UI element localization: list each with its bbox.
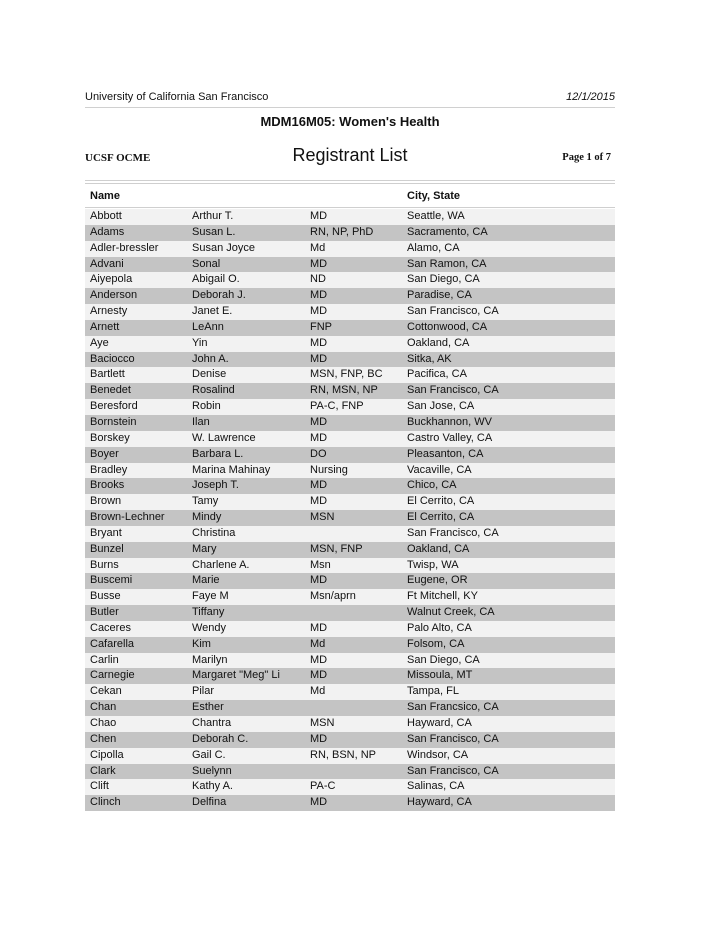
table-row [85,764,615,780]
last-name: Anderson [90,289,138,302]
table-row [85,605,615,621]
last-name: Clark [90,764,116,777]
city-state: El Cerrito, CA [407,495,475,508]
credentials: Nursing [310,463,348,476]
credentials: RN, NP, PhD [310,225,374,238]
table-row [85,383,615,399]
credentials: PA-C, FNP [310,400,364,413]
credentials: MD [310,732,328,745]
first-name: Yin [192,336,208,349]
table-row [85,779,615,795]
city-state: Paradise, CA [407,289,472,302]
first-name: Marie [192,574,220,587]
city-state: Salinas, CA [407,780,465,793]
city-state: Twisp, WA [407,558,459,571]
last-name: Adler-bressler [90,241,159,254]
column-header-city-state: City, State [407,190,460,202]
report-title-row [85,145,615,171]
last-name: Buscemi [90,574,133,587]
credentials: MD [310,669,328,682]
city-state: San Diego, CA [407,273,480,286]
city-state: San Jose, CA [407,400,475,413]
credentials: MSN [310,717,335,729]
last-name: Beresford [90,400,138,413]
last-name: Cipolla [90,748,124,761]
city-state: Pacifica, CA [407,368,467,381]
table-row [85,304,615,320]
city-state: Seattle, WA [407,210,465,222]
credentials: Md [310,241,326,254]
first-name: Marilyn [192,653,228,666]
last-name: Chao [90,717,117,729]
first-name: Charlene A. [192,558,250,571]
first-name: Chantra [192,717,232,729]
first-name: Tamy [192,495,219,508]
credentials: MD [310,336,328,349]
city-state: Hayward, CA [407,796,472,809]
first-name: Marina Mahinay [192,463,271,476]
first-name: Mindy [192,511,222,524]
city-state: Sitka, AK [407,352,452,365]
last-name: Bryant [90,526,122,539]
first-name: Deborah C. [192,732,249,745]
last-name: Carnegie [90,669,135,682]
city-state: Buckhannon, WV [407,415,492,428]
table-row [85,399,615,415]
table-row [85,336,615,352]
header-divider [85,107,615,108]
last-name: Butler [90,606,119,619]
first-name: John A. [192,352,229,365]
title-divider [85,180,615,181]
last-name: Bartlett [90,368,125,381]
city-state: Alamo, CA [407,241,460,254]
first-name: W. Lawrence [192,431,256,444]
table-row [85,668,615,684]
city-state: San Francisco, CA [407,526,499,539]
city-state: Ft Mitchell, KY [407,590,478,603]
credentials: PA-C [310,780,336,793]
column-header-name: Name [90,190,120,202]
first-name: Mary [192,542,217,555]
first-name: Tiffany [192,606,225,619]
credentials: Msn/aprn [310,590,356,603]
table-row [85,447,615,463]
table-row [85,795,615,811]
credentials: Md [310,637,326,650]
first-name: Susan L. [192,225,236,238]
last-name: Caceres [90,621,131,634]
first-name: Deborah J. [192,289,246,302]
first-name: Margaret "Meg" Li [192,669,280,682]
last-name: Aiyepola [90,273,133,286]
credentials: RN, BSN, NP [310,748,377,761]
credentials: ND [310,273,326,286]
first-name: Kim [192,637,211,650]
last-name: Clift [90,780,109,793]
credentials: MD [310,257,328,270]
first-name: Sonal [192,257,221,270]
city-state: Eugene, OR [407,574,468,587]
last-name: Busse [90,590,121,603]
table-row [85,684,615,700]
city-state: Walnut Creek, CA [407,606,495,619]
last-name: Benedet [90,384,131,397]
table-row [85,716,615,732]
first-name: Wendy [192,621,227,634]
report-title: Registrant List [292,145,408,165]
table-row [85,478,615,494]
table-row [85,225,615,241]
table-row [85,257,615,273]
table-row [85,352,615,368]
city-state: Hayward, CA [407,717,472,729]
table-row [85,272,615,288]
course-title: MDM16M05: Women's Health [260,114,440,129]
city-state: San Diego, CA [407,653,480,666]
table-row [85,542,615,558]
org-name: UCSF OCME [85,152,151,164]
first-name: Joseph T. [192,479,239,492]
city-state: Folsom, CA [407,637,465,650]
credentials: MD [310,796,328,809]
credentials: MSN, FNP [310,542,363,555]
city-state: Vacaville, CA [407,463,472,476]
city-state: Missoula, MT [407,669,473,682]
table-row [85,209,615,225]
page-number: Page 1 of 7 [562,152,611,163]
title-divider-2 [85,183,615,184]
city-state: Cottonwood, CA [407,320,488,333]
last-name: Burns [90,558,119,571]
column-header-divider [85,207,615,208]
table-row [85,621,615,637]
last-name: Cafarella [90,637,135,650]
city-state: Tampa, FL [407,685,459,698]
table-row [85,637,615,653]
city-state: Windsor, CA [407,748,469,761]
first-name: Suelynn [192,764,232,777]
table-row [85,748,615,764]
table-row [85,526,615,542]
credentials: MD [310,574,328,587]
first-name: Robin [192,400,221,413]
column-headers [85,190,615,204]
credentials: MD [310,352,328,365]
table-row [85,431,615,447]
report-date: 12/1/2015 [566,91,615,103]
first-name: Christina [192,526,236,539]
last-name: Carlin [90,653,119,666]
first-name: Barbara L. [192,447,244,460]
table-row [85,320,615,336]
city-state: El Cerrito, CA [407,511,475,524]
first-name: Esther [192,701,224,714]
city-state: Oakland, CA [407,336,470,349]
credentials: Msn [310,558,331,571]
credentials: RN, MSN, NP [310,384,378,397]
credentials: DO [310,447,327,460]
table-row [85,494,615,510]
credentials: FNP [310,320,332,333]
table-row [85,463,615,479]
last-name: Bradley [90,463,128,476]
credentials: Md [310,685,326,698]
credentials: MD [310,305,328,318]
last-name: Borskey [90,431,130,444]
table-row [85,589,615,605]
table-row [85,653,615,669]
institution-name: University of California San Francisco [85,91,269,103]
last-name: Adams [90,225,125,238]
first-name: Delfina [192,796,227,809]
last-name: Cekan [90,685,122,698]
last-name: Boyer [90,447,119,460]
table-row [85,573,615,589]
last-name: Advani [90,257,124,270]
last-name: Brooks [90,479,125,492]
table-row [85,241,615,257]
table-row [85,288,615,304]
first-name: Rosalind [192,384,235,397]
table-row [85,415,615,431]
first-name: Kathy A. [192,780,233,793]
table-row [85,700,615,716]
city-state: Chico, CA [407,479,457,492]
city-state: Castro Valley, CA [407,431,493,444]
table-row [85,732,615,748]
credentials: MD [310,479,328,492]
first-name: Denise [192,368,227,381]
last-name: Baciocco [90,352,135,365]
first-name: Faye M [192,590,229,603]
last-name: Clinch [90,796,121,809]
credentials: MSN [310,511,335,524]
credentials: MD [310,653,328,666]
last-name: Bunzel [90,542,124,555]
last-name: Brown [90,495,122,508]
last-name: Arnett [90,320,120,333]
credentials: MD [310,415,328,428]
credentials: MSN, FNP, BC [310,368,383,381]
city-state: Oakland, CA [407,542,470,555]
city-state: San Francsico, CA [407,701,499,714]
table-row [85,367,615,383]
city-state: Pleasanton, CA [407,447,484,460]
first-name: Janet E. [192,305,233,318]
city-state: San Francisco, CA [407,305,499,318]
first-name: Pilar [192,685,215,698]
last-name: Abbott [90,210,122,222]
first-name: Susan Joyce [192,241,255,254]
first-name: LeAnn [192,320,224,333]
credentials: MD [310,289,328,302]
first-name: Arthur T. [192,210,234,222]
city-state: San Francisco, CA [407,732,499,745]
first-name: Ilan [192,415,210,428]
registrant-table [85,209,615,811]
first-name: Gail C. [192,748,226,761]
last-name: Chen [90,732,117,745]
city-state: San Ramon, CA [407,257,487,270]
credentials: MD [310,495,328,508]
city-state: Sacramento, CA [407,225,488,238]
last-name: Bornstein [90,415,137,428]
city-state: Palo Alto, CA [407,621,472,634]
last-name: Chan [90,701,117,714]
credentials: MD [310,210,328,222]
credentials: MD [310,431,328,444]
first-name: Abigail O. [192,273,240,286]
credentials: MD [310,621,328,634]
city-state: San Francisco, CA [407,764,499,777]
last-name: Aye [90,336,109,349]
table-row [85,510,615,526]
last-name: Brown-Lechner [90,511,165,524]
table-row [85,558,615,574]
city-state: San Francisco, CA [407,384,499,397]
last-name: Arnesty [90,305,128,318]
page-header-bar [85,88,615,106]
